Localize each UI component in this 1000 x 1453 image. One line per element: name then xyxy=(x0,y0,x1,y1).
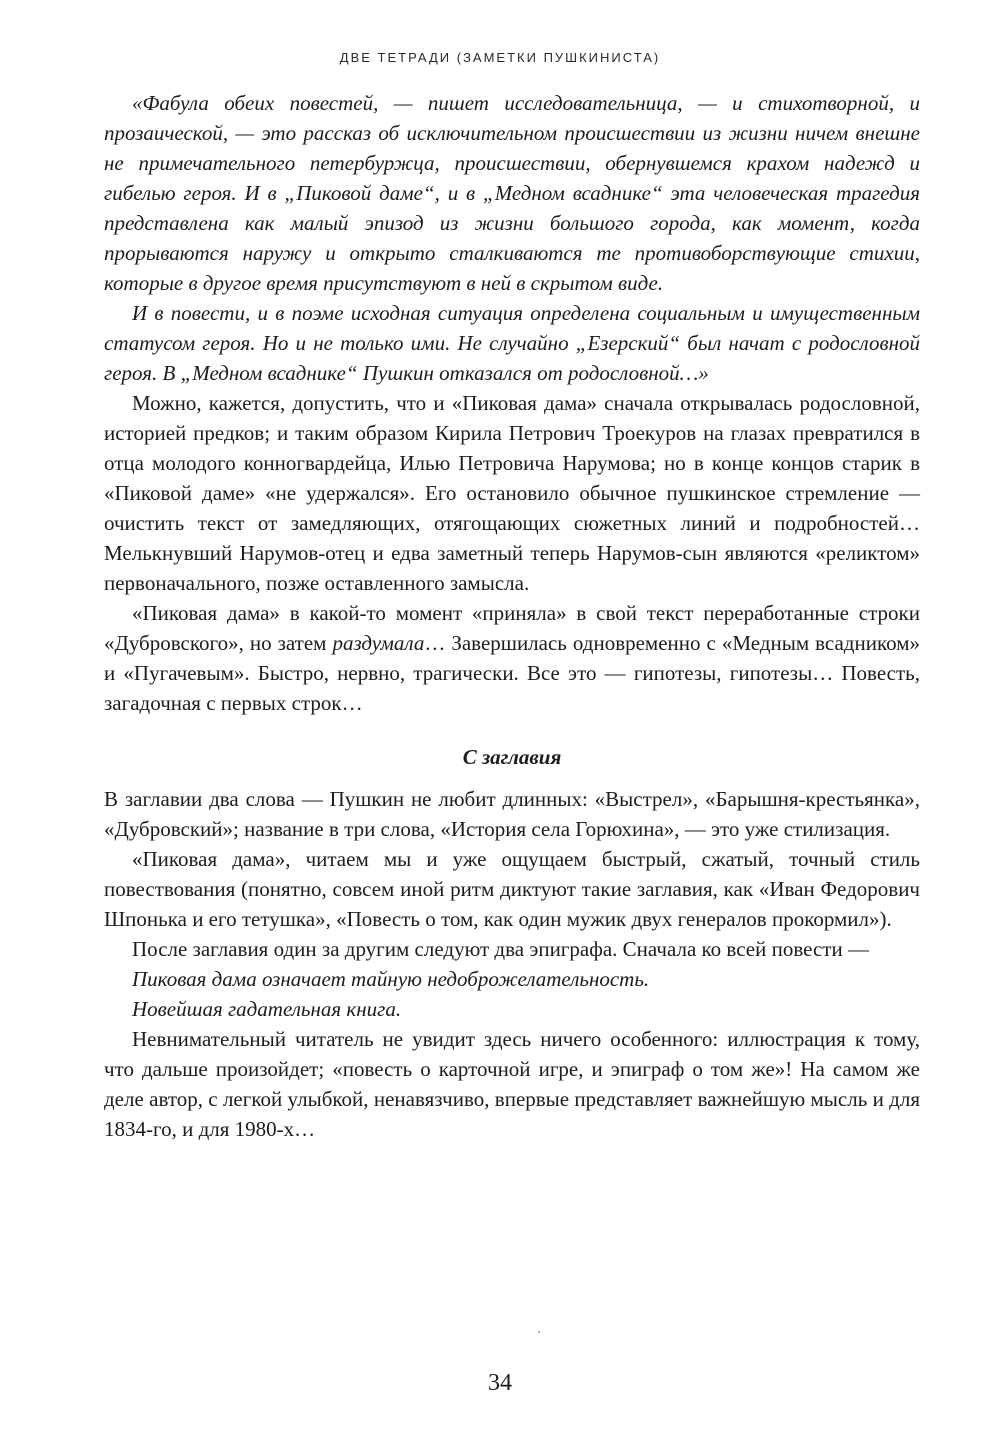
print-speck xyxy=(538,1331,540,1333)
paragraph-7: После заглавия один за другим следуют два эпиграфа. Сначала ко всей повести — xyxy=(132,937,869,961)
paragraph-4-text-b: … Завершилась одновременно с «Медным всадником» и «Пугачевым». Быстро, нервно, трагически. Все это — гипотезы, гипотезы… Повесть, загадочная с первых строк… xyxy=(104,631,920,715)
section-heading: С заглавия xyxy=(462,745,562,769)
paragraph-8: Невнимательный читатель не увидит здесь ничего особенного: иллюстрация к тому, что дальше произойдет; «повесть о карточной игре, и эпиграф о том же»! На самом же деле автор, с легкой улыбкой, ненавязчиво, впервые представляет важнейшую мысль и для 1834-го, и для 1980-х… xyxy=(104,1027,920,1141)
paragraph-6: «Пиковая дама», читаем мы и уже ощущаем быстрый, сжатый, точный стиль повествования (понятно, совсем иной ритм диктуют такие заглавия, как «Иван Федорович Шпонька и его тетушка», «Повесть о том, как один мужик двух генералов прокормил»). xyxy=(104,847,920,931)
paragraph-4-italic: раздумала xyxy=(332,631,425,655)
epigraph-line-1: Пиковая дама означает тайную недоброжелательность. xyxy=(132,967,650,991)
paragraph-4 xyxy=(104,598,920,718)
quote-paragraph-2: И в повести, и в поэме исходная ситуация определена социальным и имущественным статусом героя. Но и не только ими. Не случайно „Езерский“ был начат с родословной героя. В „Медном всаднике“ Пушкин отказался от родословной…» xyxy=(104,301,920,385)
paragraph-5: В заглавии два слова — Пушкин не любит длинных: «Выстрел», «Барышня-крестьянка», «Дубровский»; название в три слова, «История села Горюхина», — это уже стилизация. xyxy=(104,787,920,841)
epigraph-line-2: Новейшая гадательная книга. xyxy=(132,997,402,1021)
running-head: ДВЕ ТЕТРАДИ (ЗАМЕТКИ ПУШКИНИСТА) xyxy=(339,50,661,65)
paragraph-4-text-a: «Пиковая дама» в какой-то момент «приняла» в свой текст переработанные строки «Дубровского», но затем xyxy=(104,601,920,655)
quote-paragraph-1: «Фабула обеих повестей, — пишет исследовательница, — и стихотворной, и прозаической, — это рассказ об исключительном происшествии из жизни ничем внешне не примечательного петербуржца, происшествии, обернувшемся крахом надежд и гибелью героя. И в „Пиковой даме“, и в „Медном всаднике“ эта человеческая трагедия представлена как малый эпизод из жизни большого города, как момент, когда прорываются наружу и открыто сталкиваются те противоборствующие стихии, которые в другое время присутствуют в ней в скрытом виде. xyxy=(104,91,920,295)
body-text xyxy=(104,88,920,1144)
paragraph-3: Можно, кажется, допустить, что и «Пиковая дама» сначала открывалась родословной, историей предков; и таким образом Кирила Петрович Троекуров на глазах превратился в отца молодого конногвардейца, Илью Петровича Нарумова; но в конце концов старик в «Пиковой даме» «не удержался». Его остановило обычное пушкинское стремление — очистить текст от замедляющих, отягощающих сюжетных линий и подробностей… Мелькнувший Нарумов-отец и едва заметный теперь Нарумов-сын являются «реликтом» первоначального, позже оставленного замысла. xyxy=(104,391,920,595)
page-number: 34 xyxy=(488,1370,512,1396)
